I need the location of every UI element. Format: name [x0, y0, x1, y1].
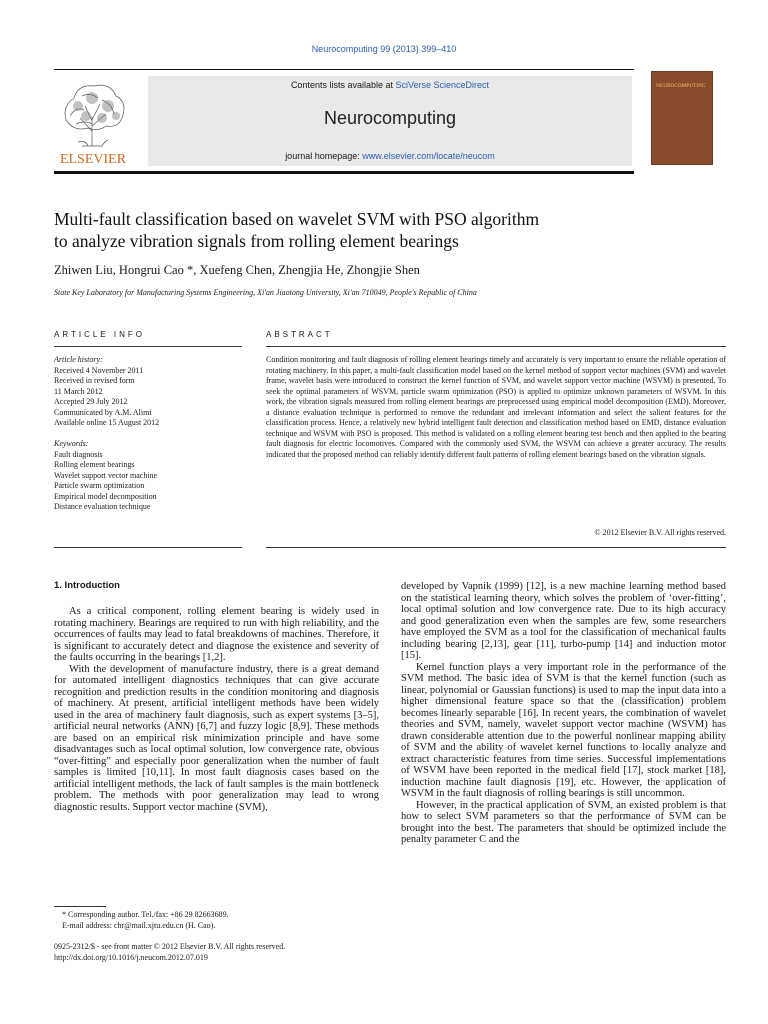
history-entry: Available online 15 August 2012 — [54, 418, 160, 427]
title-line-1: Multi-fault classification based on wavelet SVM with PSO algorithm — [54, 209, 540, 229]
footnote-rule — [54, 906, 106, 907]
article-info-label: ARTICLE INFO — [54, 330, 145, 339]
footnotes — [54, 909, 384, 931]
keyword-item: Empirical model decomposition — [54, 491, 157, 501]
keywords-list — [54, 439, 254, 513]
abstract-rule — [266, 346, 726, 347]
body-paragraph: As a critical component, rolling element bearing is widely used in rotating machinery. Bearings are required to run with high reliability, and the occurrences of faults may lead to fatal breakdowns of machines. Therefore, it is significant to accurately detect and diagnose the existence and severity of the faults occurring in the bearings [1,2]. — [54, 606, 379, 663]
keyword-item: Rolling element bearings — [54, 460, 135, 469]
abstract-copyright: © 2012 Elsevier B.V. All rights reserved. — [594, 528, 726, 537]
history-entry: 11 March 2012 — [54, 386, 103, 396]
contents-availability-line — [148, 80, 632, 90]
corresponding-author-note: * Corresponding author. Tel./fax: +86 29 82663689. — [62, 910, 229, 919]
keywords-heading: Keywords: — [54, 439, 89, 448]
elsevier-wordmark: ELSEVIER — [59, 152, 127, 167]
body-paragraph: With the development of manufacture industry, there is a great demand for automated intelligent diagnostics techniques that can give accurate recognition and prediction results in the condition monitoring and diagnosis of machinery. At present, artificial intelligent methods have been widely used in the area of machinery fault diagnosis, such as expert systems [3–5], artificial neural networks (ANN) [6,7] and fuzzy logic [8,9]. These methods are based on an empirical risk minimization principle and have some disadvantages such as local optimal solution, low convergence rate, obvious “over-fitting” and especially poor generalization when the number of fault samples is limited [10,11]. In most fault diagnosis cases based on the artificial intelligent methods, the lack of fault samples is the main bottleneck problem. The methods with poor generalization may lead to wrong diagnostic results. Support vector machine (SVM), — [54, 663, 379, 813]
journal-reference[interactable]: Neurocomputing 99 (2013) 399–410 — [311, 44, 457, 54]
article-info-rule — [54, 346, 242, 347]
history-entry: Communicated by A.M. Alimi — [54, 407, 152, 417]
doi-link[interactable]: http://dx.doi.org/10.1016/j.neucom.2012.07.019 — [54, 953, 208, 962]
sciencedirect-link[interactable]: SciVerse ScienceDirect — [395, 80, 490, 90]
article-info-bottom-rule — [54, 547, 242, 548]
body-paragraph: However, in the practical application of SVM, an existed problem is that how to select SVM parameters so that the performance of SVM can be brought into the best. The parameters that should be optimized include the penalty parameter C and the — [401, 799, 726, 845]
email-note[interactable]: E-mail address: chr@mail.xjtu.edu.cn (H. Cao). — [62, 921, 216, 930]
author-affiliation: State Key Laboratory for Manufacturing Systems Engineering, Xi'an Jiaotong University, Xi'an 710049, People's Republic of China — [54, 288, 477, 297]
keyword-item: Particle swarm optimization — [54, 481, 145, 490]
contents-prefix: Contents lists available at — [290, 80, 396, 90]
keyword-item: Wavelet support vector machine — [54, 470, 158, 480]
body-paragraph: developed by Vapnik (1999) [12], is a new machine learning method based on the statistical learning theory, which solves the problem of ‘over-fitting’, local optimal solution and low convergence rate. Due to its high accuracy and good generalization even when the samples are few, some researchers have employed the SVM as a tool for the classification of mechanical faults including bearing [2,13], gear [11], turbo-pump [14] and induction motor [15]. — [401, 581, 726, 661]
section-heading-introduction: 1. Introduction — [54, 580, 120, 591]
elsevier-tree-logo — [52, 76, 134, 168]
title-line-2: to analyze vibration signals from rolling element bearings — [54, 231, 459, 251]
cover-title: NEUROCOMPUTING — [656, 84, 706, 89]
abstract-text: Condition monitoring and fault diagnosis of rolling element bearings timely and accurately is very important to ensure the reliable operation of rotating machinery. In this paper, a multi-fault classification model based on the kernel method of support vector machines (SVM) and wavelet frame, wavelet basis were introduced to construct the kernel function of SVM, and wavelet support vector machine (WSVM) is presented. To seek the optimal parameters of WSVM, particle swarm optimization (PSO) is applied to optimize unknown parameters of WSVM. In this work, the vibration signals measured from rolling element bearings are preprocessed using empirical model decomposition (EMD). Moreover, a distance evaluation technique is performed to remove the redundant and irrelevant information and select the salient features for the classification process. Hence, a relatively new hybrid intelligent fault detection and classification method based on EMD, distance evaluation technique and WSVM with PSO is proposed. This method is validated on a rolling element bearing test bench and then applied to the bearing fault diagnosis for electric locomotives. Compared with the commonly used SVM, the WSVM can achieve a greater accuracy. The results indicated that the proposed method can reliably identify different fault patterns of rolling element bearings based on the vibration signals. — [266, 355, 726, 459]
body-column-right — [401, 581, 726, 846]
header-bottom-rule — [54, 171, 634, 174]
journal-name: Neurocomputing — [323, 108, 457, 128]
keyword-item: Distance evaluation technique — [54, 502, 151, 511]
header-top-rule — [54, 69, 634, 70]
history-entry: Accepted 29 July 2012 — [54, 397, 128, 406]
abstract-bottom-rule — [266, 547, 726, 548]
author-list: Zhiwen Liu, Hongrui Cao *, Xuefeng Chen, Zhengjia He, Zhongjie Shen — [54, 263, 420, 277]
history-entry: Received 4 November 2011 — [54, 365, 144, 375]
history-entry: Received in revised form — [54, 376, 135, 385]
journal-homepage-line — [148, 151, 632, 161]
history-heading: Article history: — [54, 355, 103, 364]
body-paragraph: Kernel function plays a very important role in the performance of the SVM method. The basic idea of SVM is that the kernel function (such as linear, polynomial or Gaussian functions) is used to map the input data into a higher dimensional feature space so that the (classification) problem becomes linearly separable [16]. In recent years, the combination of wavelet theories and SVM, namely, wavelet support vector machine (WSVM) has drawn considerable attention due to the powerful nonlinear mapping ability of SVM and the ability of wavelet kernel functions to locally analyze and extract characteristic features from time series. Successful implementations of WSVM have been reported in the medical field [17], stock market [18], induction machine fault diagnosis [19], etc. However, the application of WSVM in the fault diagnosis of rolling bearings is still uncommon. — [401, 661, 726, 799]
keyword-item: Fault diagnosis — [54, 449, 103, 459]
abstract-label: ABSTRACT — [266, 330, 333, 339]
journal-homepage-link[interactable]: www.elsevier.com/locate/neucom — [362, 151, 495, 161]
homepage-prefix: journal homepage: — [285, 151, 363, 161]
paper-title — [54, 208, 694, 252]
body-column-left — [54, 606, 379, 813]
page-footer — [54, 941, 384, 963]
issn-line: 0925-2312/$ - see front matter © 2012 Elsevier B.V. All rights reserved. — [54, 942, 286, 951]
article-history — [54, 355, 254, 429]
